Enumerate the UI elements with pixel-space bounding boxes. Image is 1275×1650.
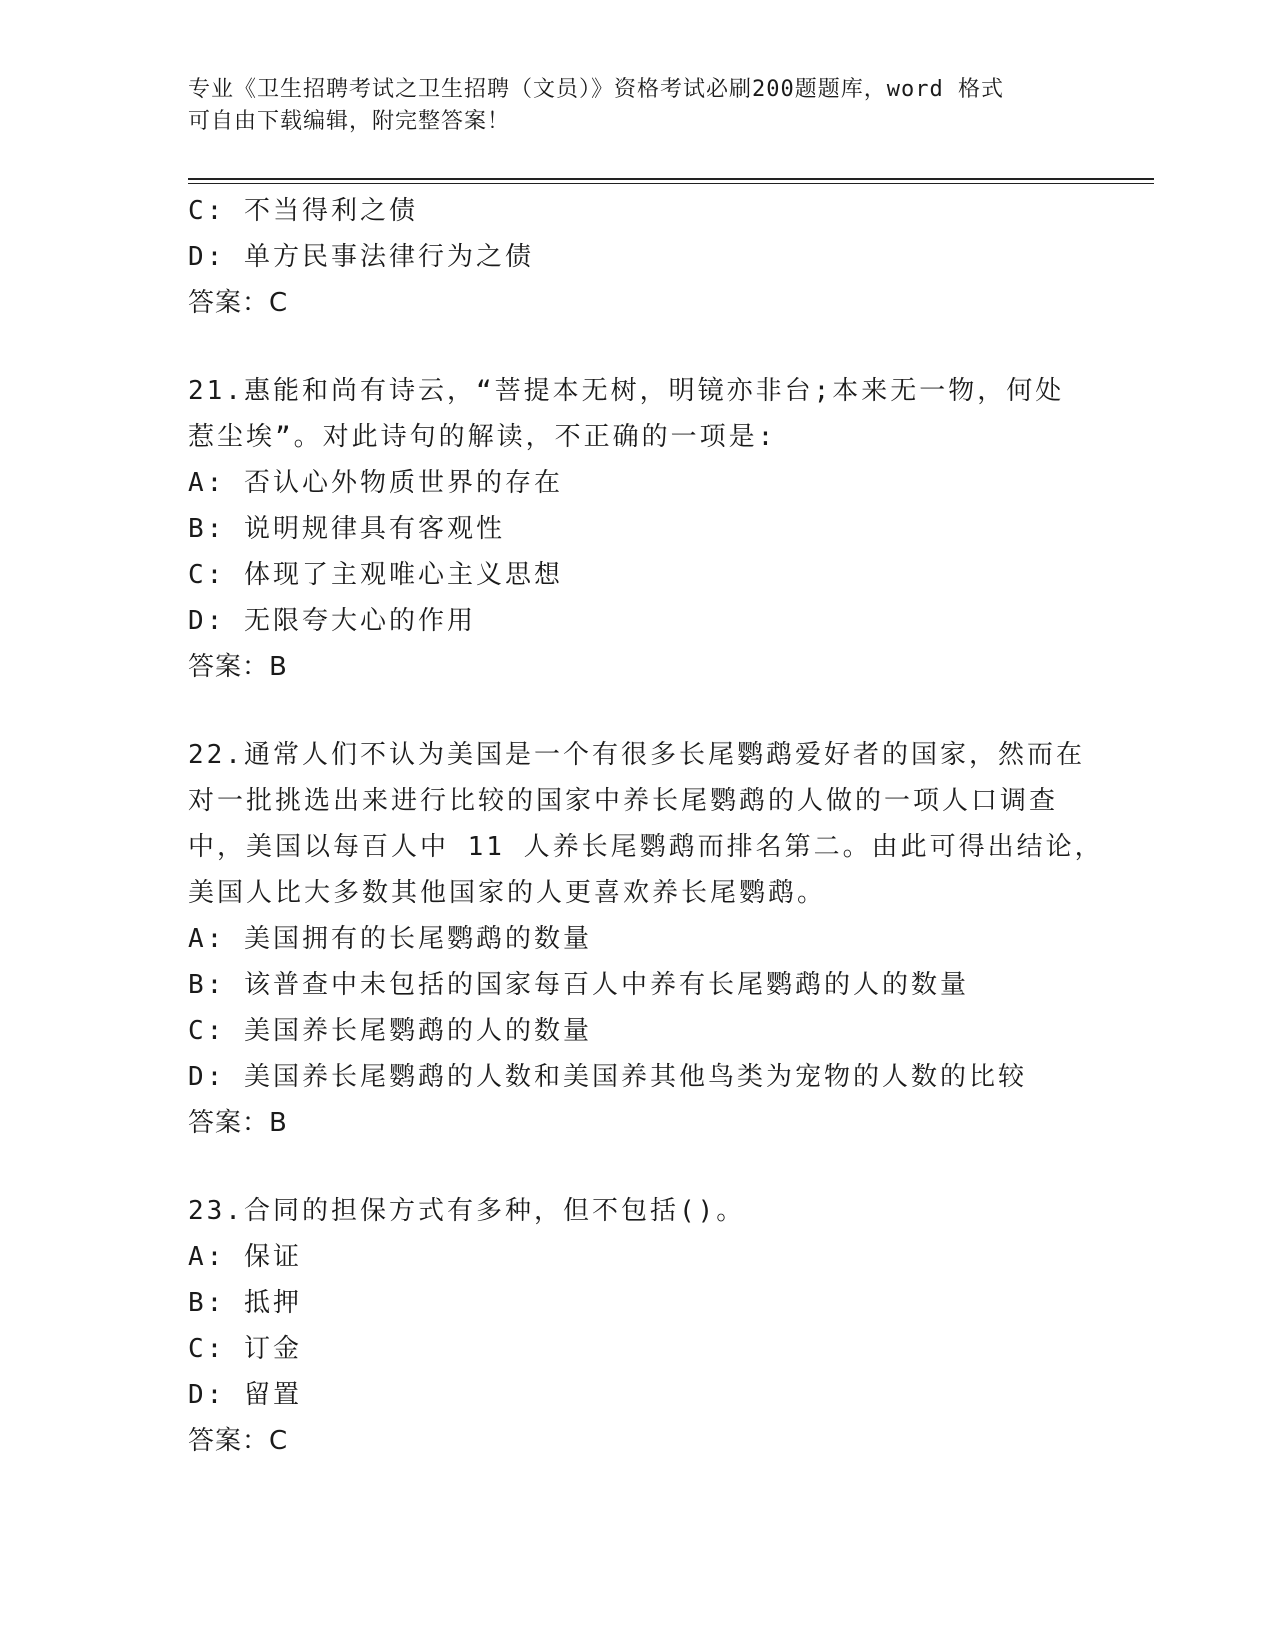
spacer [188, 1146, 1088, 1188]
question-stem: 惹尘埃”。对此诗句的解读，不正确的一项是: [188, 422, 777, 452]
option-d: D: 单方民事法律行为之债 [188, 242, 534, 272]
question-23 [188, 1188, 1088, 1464]
question-21 [188, 368, 1088, 690]
answer-line: 答案：B [188, 652, 288, 682]
option-c: C: 订金 [188, 1334, 302, 1364]
header-divider-thick [188, 178, 1154, 180]
option-a: A: 保证 [188, 1242, 302, 1272]
header-divider-thin [188, 183, 1154, 184]
question-stem: 美国人比大多数其他国家的人更喜欢养长尾鹦鹉。 [188, 878, 827, 908]
answer-line: 答案：C [188, 288, 289, 318]
answer-line: 答案：B [188, 1108, 288, 1138]
option-b: B: 该普查中未包括的国家每百人中养有长尾鹦鹉的人的数量 [188, 970, 969, 1000]
header-line-2: 可自由下载编辑，附完整答案！ [188, 109, 511, 134]
option-c: C: 体现了主观唯心主义思想 [188, 560, 563, 590]
option-d: D: 美国养长尾鹦鹉的人数和美国养其他鸟类为宠物的人数的比较 [188, 1062, 1027, 1092]
question-22 [188, 732, 1104, 1146]
document-header [188, 74, 1068, 138]
option-c: C: 美国养长尾鹦鹉的人的数量 [188, 1016, 592, 1046]
document-body [188, 188, 1104, 1464]
option-c: C: 不当得利之债 [188, 196, 418, 226]
option-d: D: 留置 [188, 1380, 302, 1410]
question-stem: 对一批挑选出来进行比较的国家中养长尾鹦鹉的人做的一项人口调查 [188, 786, 1059, 816]
option-b: B: 抵押 [188, 1288, 302, 1318]
question-stem: 中，美国以每百人中 11 人养长尾鹦鹉而排名第二。由此可得出结论， [188, 832, 1104, 862]
option-d: D: 无限夸大心的作用 [188, 606, 476, 636]
option-a: A: 美国拥有的长尾鹦鹉的数量 [188, 924, 592, 954]
question-20-tail [188, 188, 1088, 326]
question-stem: 23.合同的担保方式有多种，但不包括()。 [188, 1196, 746, 1226]
question-stem: 21.惠能和尚有诗云，“菩提本无树，明镜亦非台;本来无一物，何处 [188, 376, 1065, 406]
option-b: B: 说明规律具有客观性 [188, 514, 505, 544]
question-stem: 22.通常人们不认为美国是一个有很多长尾鹦鹉爱好者的国家，然而在 [188, 740, 1085, 770]
header-line-1: 专业《卫生招聘考试之卫生招聘（文员）》资格考试必刷200题题库，word 格式 [188, 77, 1004, 102]
spacer [188, 690, 1088, 732]
option-a: A: 否认心外物质世界的存在 [188, 468, 563, 498]
spacer [188, 326, 1088, 368]
answer-line: 答案：C [188, 1426, 289, 1456]
